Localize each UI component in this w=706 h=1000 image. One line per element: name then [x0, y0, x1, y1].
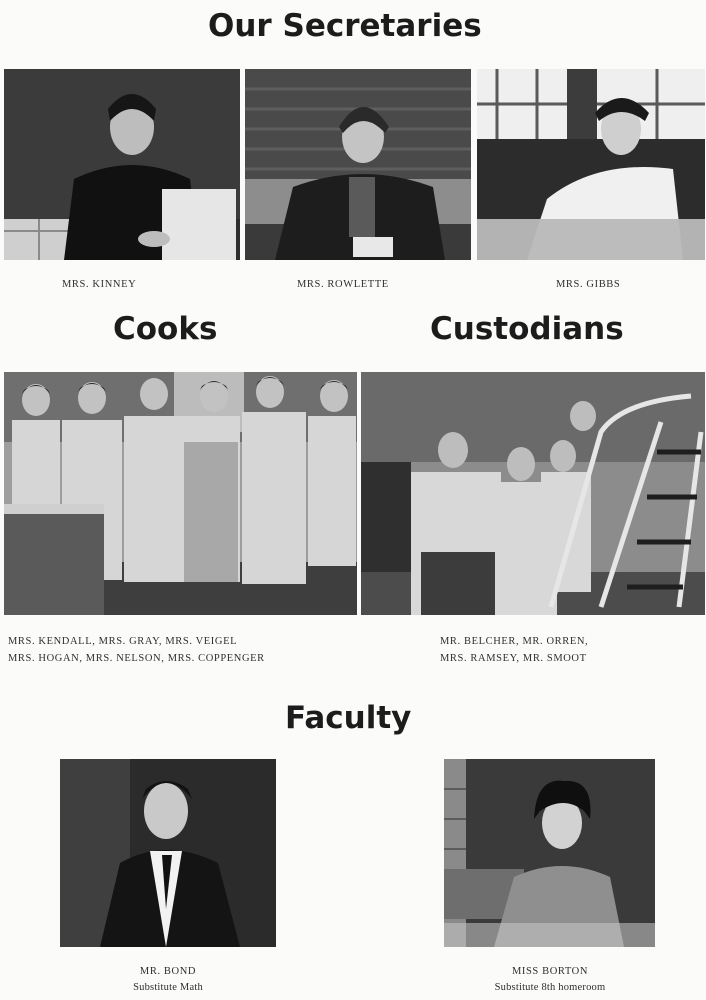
caption-cooks-line1: MRS. KENDALL, MRS. GRAY, MRS. VEIGEL: [8, 636, 238, 647]
heading-cooks: Cooks: [113, 311, 218, 347]
heading-faculty: Faculty: [285, 700, 412, 736]
caption-custodians-line2: MRS. RAMSEY, MR. SMOOT: [440, 653, 587, 664]
caption-mrs-gibbs: MRS. GIBBS: [556, 279, 621, 290]
caption-miss-borton-role: Substitute 8th homeroom: [494, 982, 606, 993]
heading-custodians: Custodians: [430, 311, 624, 347]
photo-mrs-kinney: [4, 69, 240, 260]
caption-mrs-kinney: MRS. KINNEY: [62, 279, 137, 290]
heading-our-secretaries: Our Secretaries: [208, 8, 482, 44]
photo-miss-borton: [444, 759, 655, 947]
caption-custodians-line1: MR. BELCHER, MR. ORREN,: [440, 636, 589, 647]
photo-mr-bond: [60, 759, 276, 947]
photo-mrs-gibbs: [477, 69, 705, 260]
caption-mr-bond-role: Substitute Math: [133, 982, 203, 993]
caption-cooks-line2: MRS. HOGAN, MRS. NELSON, MRS. COPPENGER: [8, 653, 265, 664]
photo-cooks: [4, 372, 357, 615]
caption-mr-bond-name: MR. BOND: [139, 966, 197, 977]
caption-mrs-rowlette: MRS. ROWLETTE: [297, 279, 389, 290]
photo-mrs-rowlette: [245, 69, 471, 260]
caption-miss-borton-name: MISS BORTON: [511, 966, 589, 977]
photo-custodians: [361, 372, 705, 615]
